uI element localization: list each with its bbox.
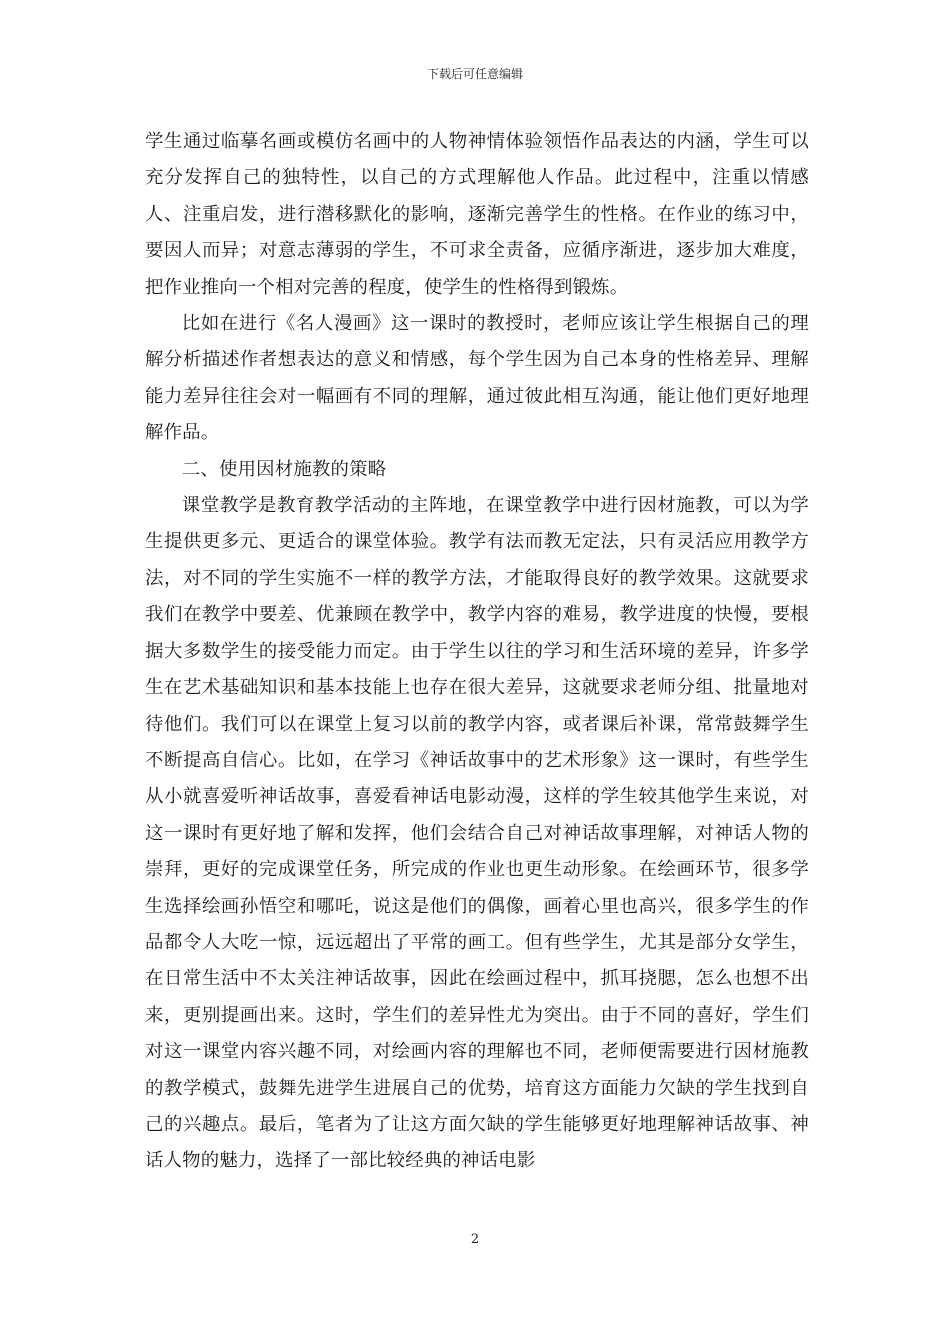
paragraph-continued: 学生通过临摹名画或模仿名画中的人物神情体验领悟作品表达的内涵，学生可以充分发挥自己的独特性，以自己的方式理解他人作品。此过程中，注重以情感人、注重启发，进行潜移默化的影响，逐渐完善学生的性格。在作业的练习中，要因人而异；对意志薄弱的学生，不可求全责备，应循序渐进，逐步加大难度，把作业推向一个相对完善的程度，使学生的性格得到锻炼。 [145, 131, 809, 298]
page-header: 下载后可任意编辑 [426, 67, 523, 81]
document-body [145, 124, 809, 1180]
paragraph-main: 课堂教学是教育教学活动的主阵地，在课堂教学中进行因材施教，可以为学生提供更多元、更适合的课堂体验。教学有法而教无定法，只有灵活应用教学方法，对不同的学生实施不一样的教学方法，才能取得良好的教学效果。这就要求我们在教学中要差、优兼顾在教学中，教学内容的难易，教学进度的快慢，要根据大多数学生的接受能力而定。由于学生以往的学习和生活环境的差异，许多学生在艺术基础知识和基本技能上也存在很大差异，这就要求老师分组、批量地对待他们。我们可以在课堂上复习以前的教学内容，或者课后补课，常常鼓舞学生不断提高自信心。比如，在学习《神话故事中的艺术形象》这一课时，有些学生从小就喜爱听神话故事，喜爱看神话电影动漫，这样的学生较其他学生来说，对这一课时有更好地了解和发挥，他们会结合自己对神话故事理解，对神话人物的崇拜，更好的完成课堂任务，所完成的作业也更生动形象。在绘画环节，很多学生选择绘画孙悟空和哪吒，说这是他们的偶像，画着心里也高兴，很多学生的作品都令人大吃一惊，远远超出了平常的画工。但有些学生，尤其是部分女学生，在日常生活中不太关注神话故事，因此在绘画过程中，抓耳挠腮，怎么也想不出来，更别提画出来。这时，学生们的差异性尤为突出。由于不同的喜好，学生们对这一课堂内容兴趣不同，对绘画内容的理解也不同，老师便需要进行因材施教的教学模式，鼓舞先进学生进展自己的优势，培育这方面能力欠缺的学生找到自己的兴趣点。最后，笔者为了让这方面欠缺的学生能够更好地理解神话故事、神话人物的魅力，选择了一部比较经典的神话电影 [145, 495, 809, 1172]
page-number: 2 [470, 1232, 480, 1247]
section-heading: 二、使用因材施教的策略 [181, 458, 387, 480]
paragraph-example: 比如在进行《名人漫画》这一课时的教授时，老师应该让学生根据自己的理解分析描述作者想表达的意义和情感，每个学生因为自己本身的性格差异、理解能力差异往往会对一幅画有不同的理解，通过彼此相互沟通，能让他们更好地理解作品。 [145, 313, 809, 444]
